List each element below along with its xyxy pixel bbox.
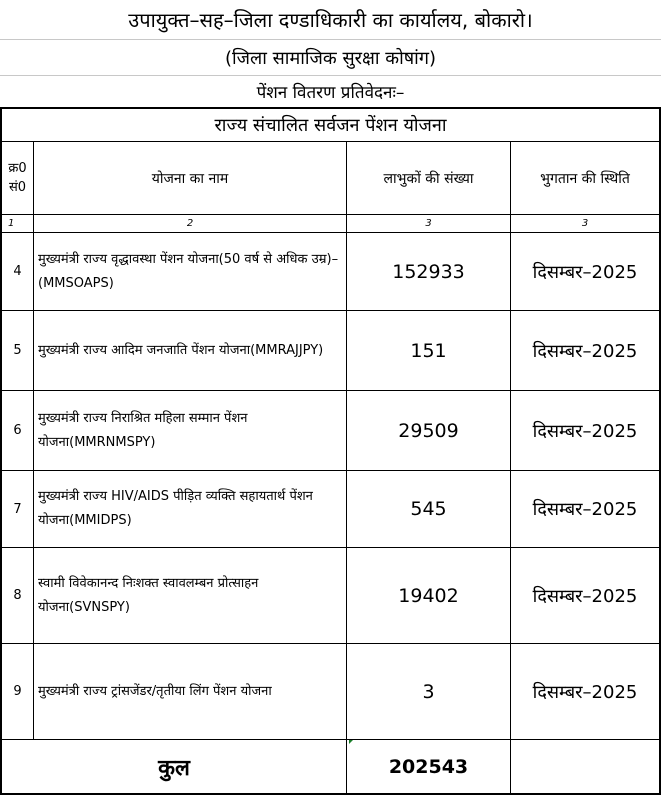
total-status-empty xyxy=(511,740,661,795)
cell-subtitle: (जिला सामाजिक सुरक्षा कोषांग) xyxy=(0,40,661,76)
row-scheme-name: स्वामी विवेकानन्द निःशक्त स्वावलम्बन प्रोत्साहन योजना(SVNSPY) xyxy=(34,548,347,644)
row-beneficiary-count: 29509 xyxy=(347,391,511,471)
row-scheme-name: मुख्यमंत्री राज्य HIV/AIDS पीड़ित व्यक्ति सहायतार्थ पेंशन योजना(MMIDPS) xyxy=(34,471,347,548)
row-beneficiary-count: 152933 xyxy=(347,233,511,311)
row-serial: 9 xyxy=(0,644,34,740)
row-serial: 8 xyxy=(0,548,34,644)
row-serial: 6 xyxy=(0,391,34,471)
index-3: 3 xyxy=(347,215,511,233)
row-payment-status: दिसम्बर–2025 xyxy=(511,391,661,471)
row-scheme-name: मुख्यमंत्री राज्य ट्रांसजेंडर/तृतीया लिंग पेंशन योजना xyxy=(34,644,347,740)
scheme-group-title: राज्य संचालित सर्वजन पेंशन योजना xyxy=(0,109,661,142)
office-title: उपायुक्त–सह–जिला दण्डाधिकारी का कार्यालय, बोकारो। xyxy=(0,0,661,40)
index-2: 2 xyxy=(34,215,347,233)
row-serial: 4 xyxy=(0,233,34,311)
row-serial: 7 xyxy=(0,471,34,548)
row-scheme-name: मुख्यमंत्री राज्य वृद्धावस्था पेंशन योजना(50 वर्ष से अधिक उम्र)– (MMSOAPS) xyxy=(34,233,347,311)
row-payment-status: दिसम्बर–2025 xyxy=(511,548,661,644)
row-scheme-name: मुख्यमंत्री राज्य आदिम जनजाति पेंशन योजना(MMRAJJPY) xyxy=(34,311,347,391)
row-serial: 5 xyxy=(0,311,34,391)
row-payment-status: दिसम्बर–2025 xyxy=(511,233,661,311)
index-1: 1 xyxy=(0,215,34,233)
header-serial xyxy=(0,142,34,215)
header-status: भुगतान की स्थिति xyxy=(511,142,661,215)
row-payment-status: दिसम्बर–2025 xyxy=(511,471,661,548)
cell-comment-marker xyxy=(349,740,353,744)
report-title: पेंशन वितरण प्रतिवेदनः– xyxy=(0,76,661,109)
index-4: 3 xyxy=(511,215,661,233)
row-beneficiary-count: 151 xyxy=(347,311,511,391)
row-beneficiary-count: 545 xyxy=(347,471,511,548)
total-label: कुल xyxy=(0,740,347,795)
row-scheme-name: मुख्यमंत्री राज्य निराश्रित महिला सम्मान पेंशन योजना(MMRNMSPY) xyxy=(34,391,347,471)
row-payment-status: दिसम्बर–2025 xyxy=(511,311,661,391)
row-beneficiary-count: 3 xyxy=(347,644,511,740)
total-value: 202543 xyxy=(347,740,511,795)
row-beneficiary-count: 19402 xyxy=(347,548,511,644)
header-beneficiaries: लाभुकों की संख्या xyxy=(347,142,511,215)
row-payment-status: दिसम्बर–2025 xyxy=(511,644,661,740)
header-serial-label: क्र0 सं0 xyxy=(8,161,27,195)
header-name: योजना का नाम xyxy=(34,142,347,215)
